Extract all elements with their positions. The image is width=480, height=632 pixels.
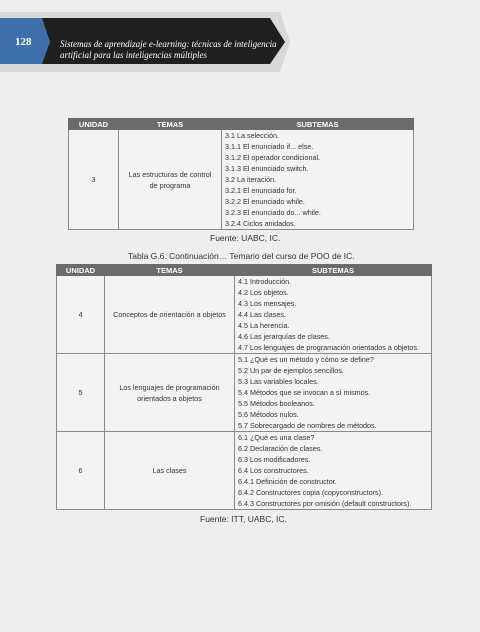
subtopic-item: 6.4 Los constructores.	[238, 466, 309, 475]
subtopics-cell	[235, 354, 432, 432]
subtopic-item: 4.7 Los lenguajes de programación orientados a objetos.	[238, 343, 420, 352]
table2-caption: Tabla G.6. Continuación… Temario del curso de POO de IC.	[128, 251, 355, 261]
col-header-temas: TEMAS	[119, 119, 222, 130]
subtopic-item: 6.4.2 Constructores copia (copyconstructors).	[238, 488, 384, 497]
subtopic-item: 5.6 Métodos nulos.	[238, 410, 299, 419]
col-header-subtemas: SUBTEMAS	[235, 265, 432, 276]
subtopic-item: 6.4.3 Constructores por omisión (default constructors).	[238, 499, 412, 508]
col-header-unidad: UNIDAD	[57, 265, 105, 276]
subtopic-item: 3.2.1 El enunciado for.	[225, 186, 297, 195]
subtopic-item: 5.1 ¿Qué es un método y cómo se define?	[238, 355, 374, 364]
table-row	[69, 130, 414, 230]
unit-cell: 4	[57, 276, 105, 354]
table-row	[57, 432, 432, 510]
subtopic-item: 5.2 Un par de ejemplos sencillos.	[238, 366, 344, 375]
subtopics-cell	[235, 276, 432, 354]
col-header-unidad: UNIDAD	[69, 119, 119, 130]
page-header	[0, 12, 290, 72]
col-header-subtemas: SUBTEMAS	[222, 119, 414, 130]
theme-cell: Las estructuras de control de programa	[119, 130, 222, 230]
table2-source: Fuente: ITT, UABC, IC.	[200, 514, 287, 524]
syllabus-table-part2	[56, 264, 432, 510]
col-header-temas: TEMAS	[105, 265, 235, 276]
unit-cell: 6	[57, 432, 105, 510]
subtopic-item: 3.2 La iteración.	[225, 175, 277, 184]
subtopic-item: 6.3 Los modificadores.	[238, 455, 311, 464]
book-title: Sistemas de aprendizaje e-learning: técnicas de inteligencia artificial para las inteligencias múltiples	[60, 39, 277, 60]
page-number: 128	[15, 36, 32, 48]
subtopics-cell	[222, 130, 414, 230]
theme-cell: Conceptos de orientación a objetos	[105, 276, 235, 354]
subtopic-item: 6.1 ¿Qué es una clase?	[238, 433, 315, 442]
subtopic-item: 5.3 Las variables locales.	[238, 377, 319, 386]
subtopic-item: 5.5 Métodos booleanos.	[238, 399, 315, 408]
subtopic-item: 6.4.1 Definición de constructor.	[238, 477, 337, 486]
subtopic-item: 6.2 Declaración de clases.	[238, 444, 323, 453]
subtopic-item: 3.1.2 El operador condicional.	[225, 153, 321, 162]
theme-cell: Las clases	[105, 432, 235, 510]
subtopic-item: 3.2.3 El enunciado do... while.	[225, 208, 321, 217]
subtopic-item: 4.6 Las jerarquías de clases.	[238, 332, 330, 341]
subtopic-item: 3.2.4 Ciclos anidados.	[225, 219, 296, 228]
table-row	[57, 276, 432, 354]
subtopic-item: 4.5 La herencia.	[238, 321, 290, 330]
subtopics-cell	[235, 432, 432, 510]
subtopic-item: 3.1 La selección.	[225, 131, 279, 140]
subtopic-item: 5.7 Sobrecargado de nombres de métodos.	[238, 421, 377, 430]
table2-body	[57, 276, 432, 510]
subtopic-item: 4.4 Las clases.	[238, 310, 286, 319]
subtopic-item: 5.4 Métodos que se invocan a sí mismos.	[238, 388, 371, 397]
theme-cell: Los lenguajes de programación orientados a objetos	[105, 354, 235, 432]
subtopic-item: 3.2.2 El enunciado while.	[225, 197, 305, 206]
unit-cell: 3	[69, 130, 119, 230]
subtopic-item: 3.1.3 El enunciado switch.	[225, 164, 309, 173]
table-row	[57, 354, 432, 432]
table1-body	[69, 130, 414, 230]
unit-cell: 5	[57, 354, 105, 432]
subtopic-item: 4.1 Introducción.	[238, 277, 292, 286]
syllabus-table-part1	[68, 118, 414, 230]
table1-source: Fuente: UABC, IC.	[210, 233, 281, 243]
subtopic-item: 4.3 Los mensajes.	[238, 299, 297, 308]
subtopic-item: 4.2 Los objetos.	[238, 288, 289, 297]
subtopic-item: 3.1.1 El enunciado if... else.	[225, 142, 314, 151]
